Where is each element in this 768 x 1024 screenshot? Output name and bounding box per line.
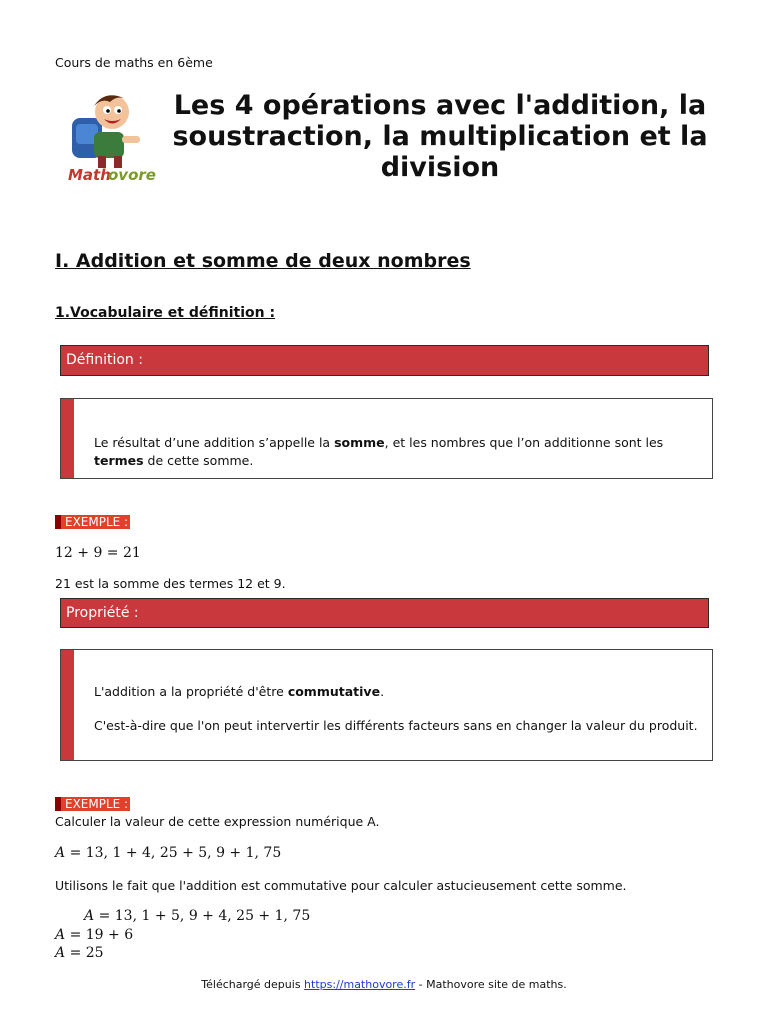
definition-term-somme: somme [334,435,385,450]
definition-text-part2: , et les nombres que l’on additionne sont les [384,435,664,450]
step2-var: A [55,927,66,943]
property-box [60,649,713,761]
example2-expression [55,845,281,861]
footer-prefix: Téléchargé depuis [201,978,305,991]
expr-var: A [55,845,66,861]
example2-badge: EXEMPLE : [55,797,130,811]
footer [0,978,768,991]
example2-step2 [55,927,133,943]
mascot-icon [64,88,160,184]
example-badge: EXEMPLE : [55,515,130,529]
logo-text-math: Math [68,166,111,184]
step3-rhs: = 25 [65,945,104,961]
definition-text [94,434,694,470]
definition-term-termes: termes [94,453,144,468]
definition-bar [60,345,709,376]
page-title: Les 4 opérations avec l'addition, la soustraction, la multiplication et la division [172,90,708,183]
example-sentence: 21 est la somme des termes 12 et 9. [55,576,286,591]
section-heading: I. Addition et somme de deux nombres [55,250,471,272]
step1-rhs: = 13, 1 + 5, 9 + 4, 25 + 1, 75 [94,908,311,924]
course-label: Cours de maths en 6ème [55,55,213,70]
property-bar [60,598,709,628]
property-line1-part1: L'addition a la propriété d'être [94,684,288,699]
example2-hint: Utilisons le fait que l'addition est commutative pour calculer astucieusement cette somme. [55,878,627,893]
logo-text-ovore: ovore [108,166,156,184]
expr-rhs: = 13, 1 + 4, 25 + 5, 9 + 1, 75 [65,845,282,861]
footer-link[interactable]: https://mathovore.fr [304,978,416,991]
definition-stripe [61,399,74,478]
step1-var: A [84,908,95,924]
property-line1 [94,683,384,701]
mathovore-logo [64,88,160,184]
property-label: Propriété : [66,605,139,621]
subsection-heading: 1.Vocabulaire et définition : [55,305,276,321]
definition-text-part1: Le résultat d’une addition s’appelle la [94,435,335,450]
example2-intro: Calculer la valeur de cette expression numérique A. [55,814,380,829]
example2-step1 [84,908,310,924]
step3-var: A [55,945,66,961]
property-stripe [61,650,74,760]
property-line1-part2: . [380,684,385,699]
property-line2: C'est-à-dire que l'on peut intervertir les différents facteurs sans en changer la valeur du produit. [94,718,698,733]
definition-text-part3: de cette somme. [143,453,254,468]
definition-box [60,398,713,479]
footer-suffix: - Mathovore site de maths. [415,978,567,991]
property-term-commutative: commutative [287,684,381,699]
example-equation: 12 + 9 = 21 [55,545,141,561]
step2-rhs: = 19 + 6 [65,927,134,943]
example2-step3 [55,945,104,961]
definition-label: Définition : [66,352,143,368]
